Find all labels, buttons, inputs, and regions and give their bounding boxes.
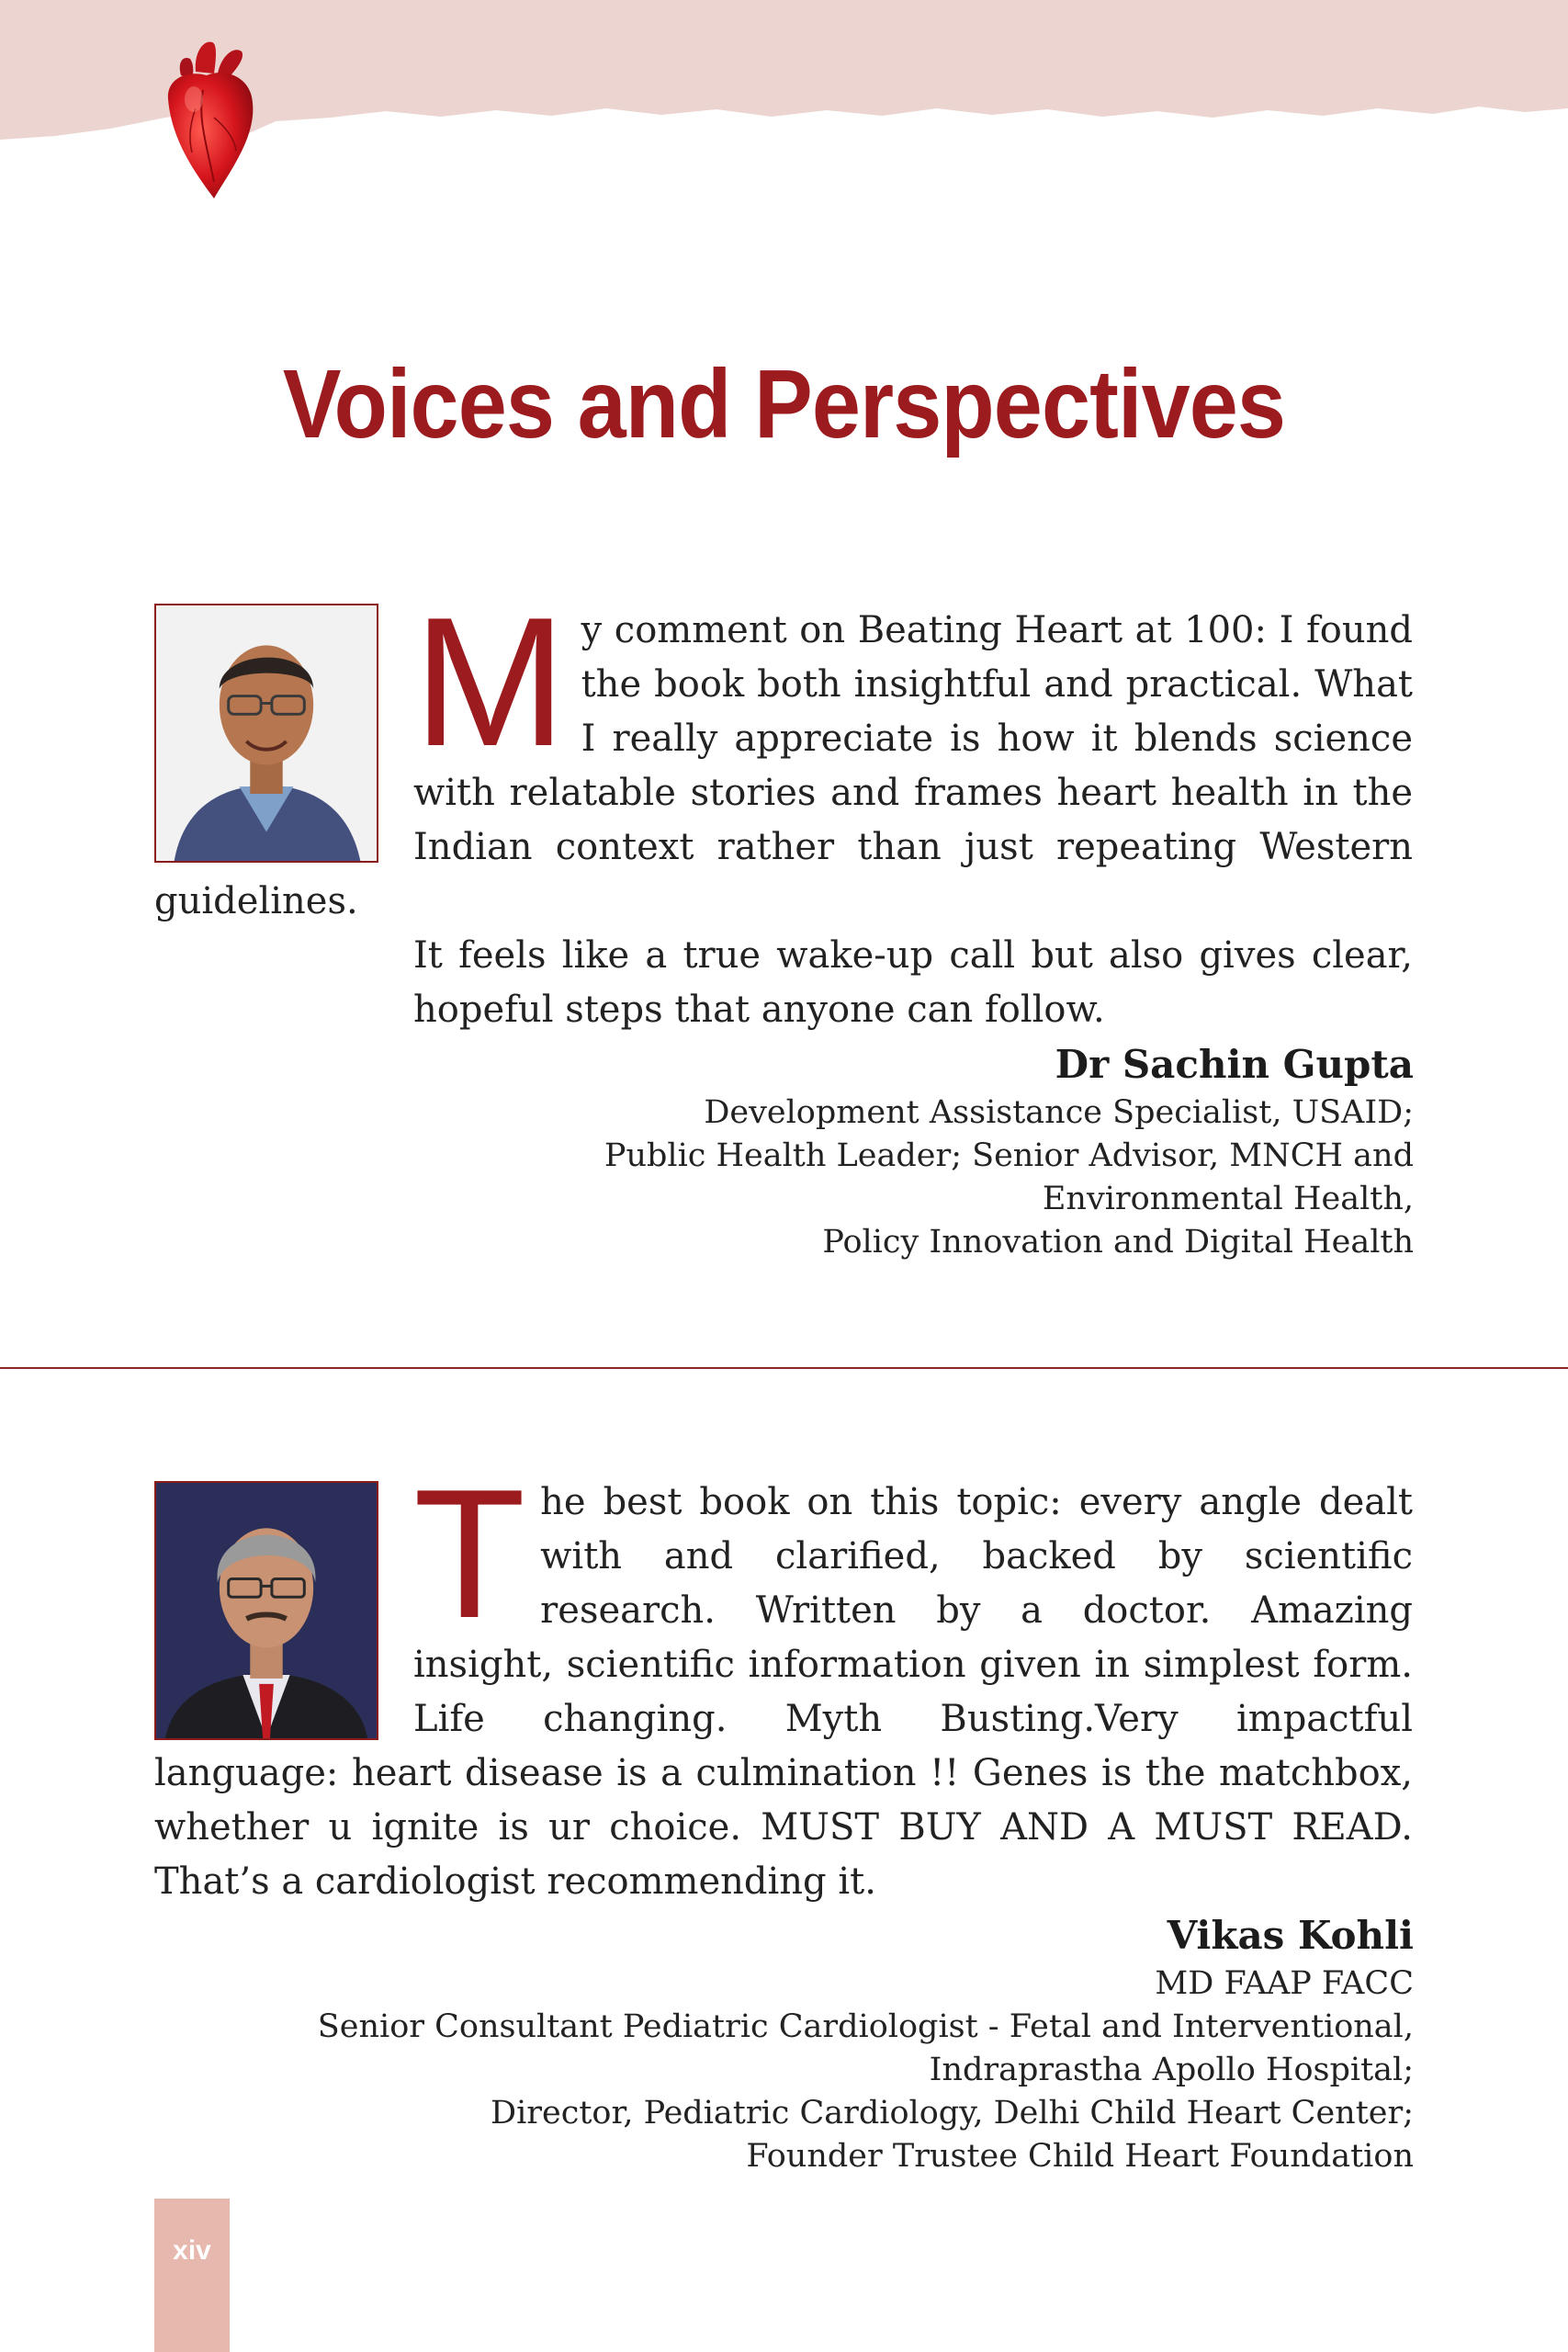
page-number: xiv	[154, 2199, 230, 2352]
author-block-vikas-kohli	[318, 1909, 1414, 2178]
heart-anatomy-icon	[150, 35, 269, 205]
drop-cap: T	[413, 1452, 526, 1657]
testimonial-text: It feels like a true wake-up call but also gives clear, hopeful steps that anyone can follow.	[413, 934, 1413, 1031]
testimonial-vikas-kohli	[154, 1452, 1413, 1909]
author-name: Dr Sachin Gupta	[1055, 1042, 1414, 1087]
author-credential: Senior Consultant Pediatric Cardiologist - Fetal and Interventional,	[317, 2008, 1414, 2045]
author-block-sachin-gupta	[604, 1038, 1414, 1264]
author-credential: Public Health Leader; Senior Advisor, MNCH and	[604, 1137, 1414, 1174]
author-credential: Director, Pediatric Cardiology, Delhi Child Heart Center;	[491, 2095, 1414, 2132]
drop-cap: M	[413, 580, 567, 785]
author-name: Vikas Kohli	[1167, 1913, 1414, 1958]
testimonial-text: he best book on this topic: every angle dealt with and clarified, backed by scientific research. Written by a doctor. Amazing insight, scientific information given in simplest form. Life changing. Myth Busting.Very impactful language: heart disease is a culmination !! Genes is the matchbox, whether u ignite is ur choice. MUST BUY AND A MUST READ. That’s a cardiologist recommending it.	[154, 1481, 1413, 1903]
testimonial-sachin-gupta	[154, 580, 1413, 1037]
author-credential: Development Assistance Specialist, USAID;	[704, 1094, 1414, 1131]
author-credential: Founder Trustee Child Heart Foundation	[746, 2138, 1414, 2175]
page-title: Voices and Perspectives	[282, 350, 1286, 458]
testimonial-text: y comment on Beating Heart at 100: I found the book both insightful and practical. What I really appreciate is how it blends science with relatable stories and frames heart health in the Indian context rather than just repeating Western guidelines.	[154, 609, 1413, 922]
author-credential: Policy Innovation and Digital Health	[822, 1224, 1414, 1261]
author-credential: Environmental Health,	[1042, 1181, 1414, 1217]
author-credential: Indraprastha Apollo Hospital;	[929, 2052, 1414, 2088]
author-credential: MD FAAP FACC	[1155, 1965, 1414, 2002]
section-divider	[0, 1367, 1568, 1369]
